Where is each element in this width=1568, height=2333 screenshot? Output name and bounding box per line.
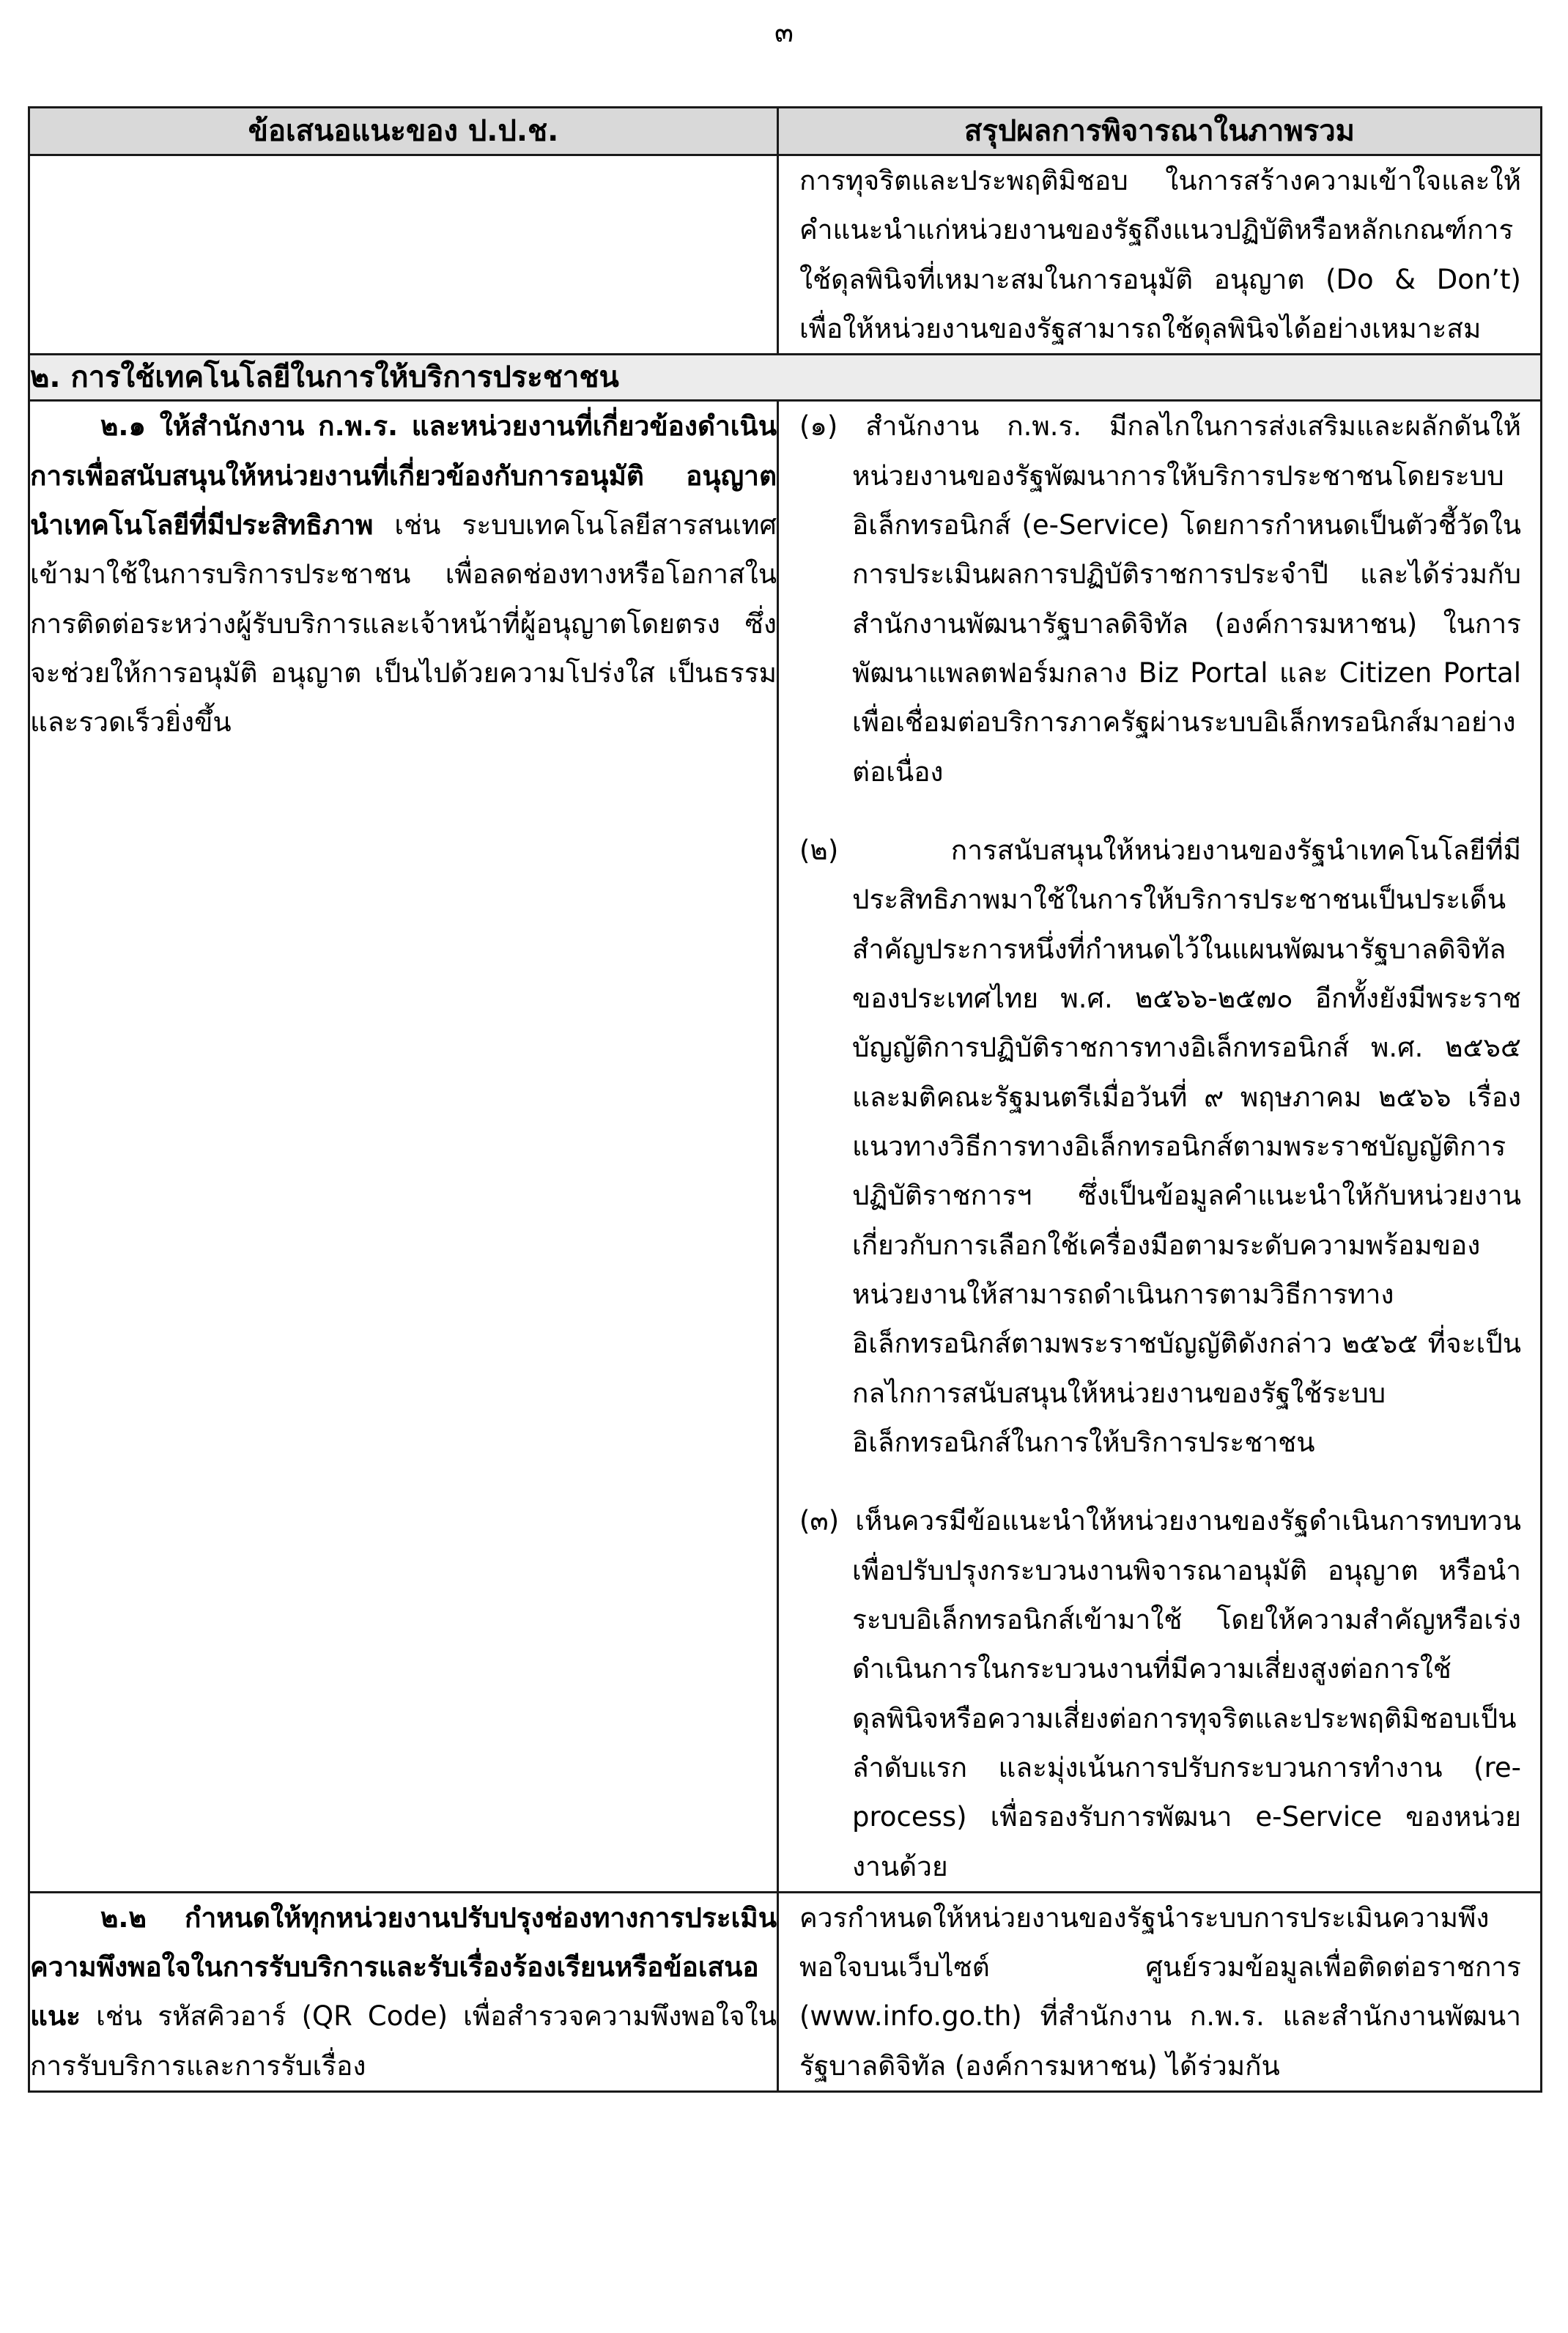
summary-point-1: (๑) สำนักงาน ก.พ.ร. มีกลไกในการส่งเสริมและผลักดันให้หน่วยงานของรัฐพัฒนาการให้บริการประชาชนโดยระบบอิเล็กทรอนิกส์ (e-Service) โดยการกำหนดเป็นตัวชี้วัดในการประเมินผลการปฏิบัติราชการประจำปี และได้ร่วมกับสำนักงานพัฒนารัฐบาลดิจิทัล (องค์การมหาชน) ในการพัฒนาแพลตฟอร์มกลาง Biz Portal และ Citizen Portal เพื่อเชื่อมต่อบริการภาครัฐผ่านระบบอิเล็กทรอนิกส์มาอย่างต่อเนื่อง: [799, 410, 1521, 788]
column-header-summary: สรุปผลการพิจารณาในภาพรวม: [778, 108, 1542, 155]
item-2-2-normal-text: เช่น รหัสคิวอาร์ (QR Code) เพื่อสำรวจความพึงพอใจในการรับบริการและการรับเรื่อง: [30, 2000, 777, 2082]
item-2-1-text: [30, 402, 777, 747]
continuation-left-cell: [29, 155, 778, 355]
summary-point-3: (๓) เห็นควรมีข้อแนะนำให้หน่วยงานของรัฐดำเนินการทบทวนเพื่อปรับปรุงกระบวนงานพิจารณาอนุมัติ อนุญาต หรือนำระบบอิเล็กทรอนิกส์เข้ามาใช้ โดยให้ความสำคัญหรือเร่งดำเนินการในกระบวนงานที่มีความเสี่ยงสูงต่อการใช้ดุลพินิจหรือความเสี่ยงต่อการทุจริตและประพฤติมิชอบเป็นลำดับแรก และมุ่งเน้นการปรับกระบวนการทำงาน (re-process) เพื่อรองรับการพัฒนา e-Service ของหน่วยงานด้วย: [799, 1505, 1521, 1882]
table-header-row: [29, 108, 1542, 155]
page-number: ๓: [774, 16, 794, 48]
table-row-continuation: [29, 155, 1542, 355]
item-2-2-right-cell: ควรกำหนดให้หน่วยงานของรัฐนำระบบการประเมินความพึงพอใจบนเว็บไซต์ ศูนย์รวมข้อมูลเพื่อติดต่อราชการ (www.info.go.th) ที่สำนักงาน ก.พ.ร. และสำนักงานพัฒนารัฐบาลดิจิทัล (องค์การมหาชน) ได้ร่วมกัน: [778, 1892, 1542, 2091]
item-2-1-left-cell: [29, 401, 778, 1893]
item-2-2-bold-text: ๒.๒ กำหนดให้ทุกหน่วยงานปรับปรุงช่องทางการประเมินความพึงพอใจในการรับบริการและรับเรื่องร้องเรียนหรือข้อเสนอแนะ: [30, 1901, 777, 2033]
section-heading-2: ๒. การใช้เทคโนโลยีในการให้บริการประชาชน: [29, 355, 1542, 401]
summary-point-2: (๒) การสนับสนุนให้หน่วยงานของรัฐนำเทคโนโลยีที่มีประสิทธิภาพมาใช้ในการให้บริการประชาชนเป็นประเด็นสำคัญประการหนึ่งที่กำหนดไว้ในแผนพัฒนารัฐบาลดิจิทัลของประเทศไทย พ.ศ. ๒๕๖๖-๒๕๗๐ อีกทั้งยังมีพระราชบัญญัติการปฏิบัติราชการทางอิเล็กทรอนิกส์ พ.ศ. ๒๕๖๕ และมติคณะรัฐมนตรีเมื่อวันที่ ๙ พฤษภาคม ๒๕๖๖ เรื่อง แนวทางวิธีการทางอิเล็กทรอนิกส์ตามพระราชบัญญัติการปฏิบัติราชการฯ ซึ่งเป็นข้อมูลคำแนะนำให้กับหน่วยงานเกี่ยวกับการเลือกใช้เครื่องมือตามระดับความพร้อมของหน่วยงานให้สามารถดำเนินการตามวิธีการทางอิเล็กทรอนิกส์ตามพระราชบัญญัติดังกล่าว ๒๕๖๕ ที่จะเป็นกลไกการสนับสนุนให้หน่วยงานของรัฐใช้ระบบอิเล็กทรอนิกส์ในการให้บริการประชาชน: [799, 834, 1521, 1458]
recommendations-table: [28, 106, 1542, 2093]
item-2-1-bold-text: ๒.๑ ให้สำนักงาน ก.พ.ร. และหน่วยงานที่เกี่ยวข้องดำเนินการเพื่อสนับสนุนให้หน่วยงานที่เกี่ยวข้องกับการอนุมัติ อนุญาตนำเทคโนโลยีที่มีประสิทธิภาพ: [30, 410, 777, 541]
item-2-1-normal-text: เช่น ระบบเทคโนโลยีสารสนเทศ เข้ามาใช้ในการบริการประชาชน เพื่อลดช่องทางหรือโอกาสในการติดต่อระหว่างผู้รับบริการและเจ้าหน้าที่ผู้อนุญาตโดยตรง ซึ่งจะช่วยให้การอนุมัติ อนุญาต เป็นไปด้วยความโปร่งใส เป็นธรรม และรวดเร็วยิ่งขึ้น: [30, 509, 777, 739]
continuation-right-cell: การทุจริตและประพฤติมิชอบ ในการสร้างความเข้าใจและให้คำแนะนำแก่หน่วยงานของรัฐถึงแนวปฏิบัติหรือหลักเกณฑ์การใช้ดุลพินิจที่เหมาะสมในการอนุมัติ อนุญาต (Do & Don’t) เพื่อให้หน่วยงานของรัฐสามารถใช้ดุลพินิจได้อย่างเหมาะสม: [778, 155, 1542, 355]
table-row-item-2-2: [29, 1892, 1542, 2091]
table-row-section-heading: [29, 355, 1542, 401]
column-header-recommendations: ข้อเสนอแนะของ ป.ป.ช.: [29, 108, 778, 155]
item-2-1-right-cell: [778, 401, 1542, 1893]
item-2-2-left-cell: [29, 1892, 778, 2091]
table-row-item-2-1: [29, 401, 1542, 1893]
item-2-2-text: [30, 1893, 777, 2090]
